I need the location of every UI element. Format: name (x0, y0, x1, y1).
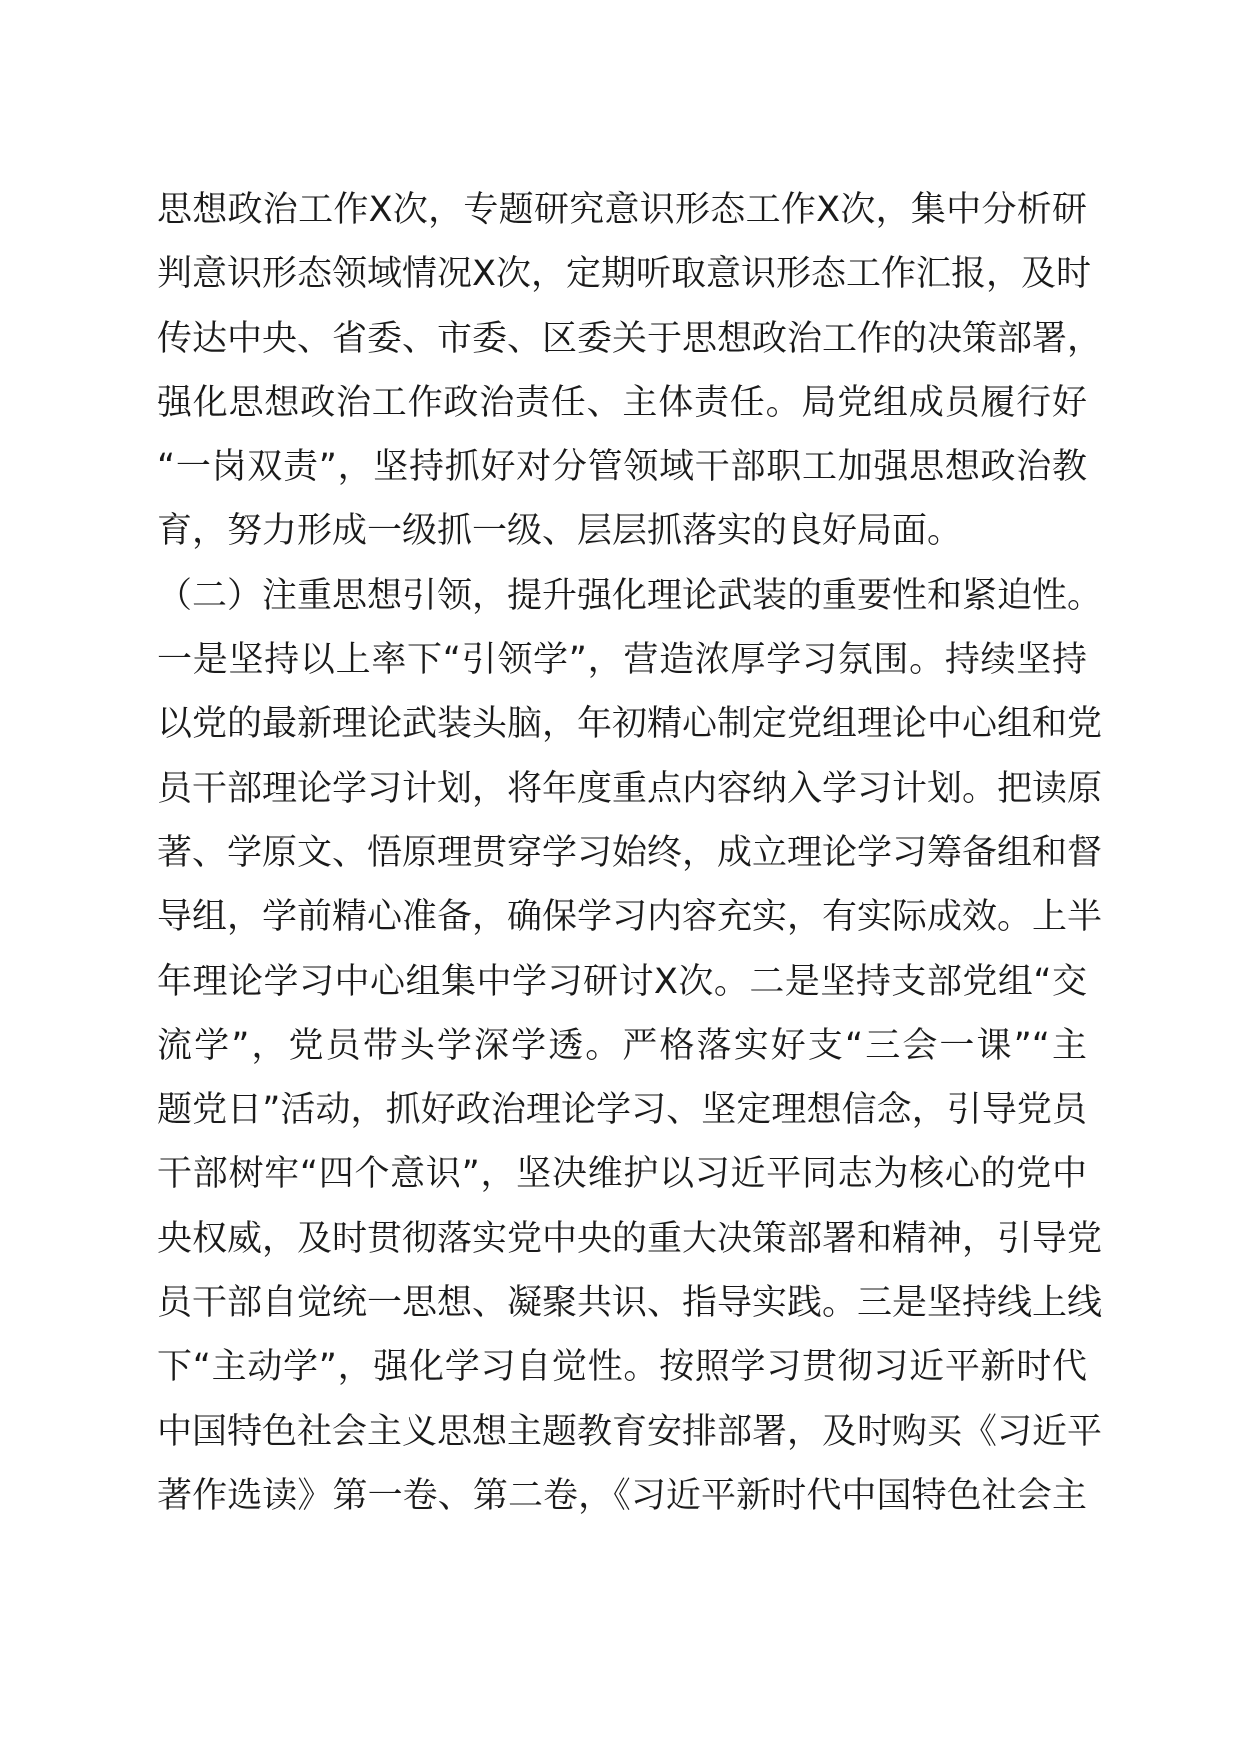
text-line: 下“主动学”，强化学习自觉性。按照学习贯彻习近平新时代 (157, 1347, 1087, 1388)
text-line: 题党日”活动，抓好政治理论学习、坚定理想信念，引导党员 (157, 1090, 1087, 1131)
body-text (157, 178, 1103, 1528)
text-line: 年理论学习中心组集中学习研讨X次。二是坚持支部党组“交 (157, 961, 1087, 1002)
text-line: 育，努力形成一级抓一级、层层抓落实的良好局面。 (157, 511, 963, 552)
text-line: 强化思想政治工作政治责任、主体责任。局党组成员履行好 (157, 382, 1087, 423)
text-line: 判意识形态领域情况X次，定期听取意识形态工作汇报，及时 (157, 254, 1091, 295)
text-line: 流学”，党员带头学深学透。严格落实好支“三会一课”“主 (157, 1025, 1087, 1066)
text-line: 著作选读》第一卷、第二卷，《习近平新时代中国特色社会主 (157, 1475, 1087, 1516)
text-line: 中国特色社会主义思想主题教育安排部署，及时购买《习近平 (157, 1411, 1103, 1452)
text-line: 一是坚持以上率下“引领学”，营造浓厚学习氛围。持续坚持 (157, 640, 1087, 681)
text-line: 以党的最新理论武装头脑，年初精心制定党组理论中心组和党 (157, 704, 1103, 745)
text-line: 著、学原文、悟原理贯穿学习始终，成立理论学习筹备组和督 (157, 832, 1103, 873)
text-line: 导组，学前精心准备，确保学习内容充实，有实际成效。上半 (157, 897, 1103, 938)
text-line: 干部树牢“四个意识”，坚决维护以习近平同志为核心的党中 (157, 1154, 1087, 1195)
text-line: 员干部自觉统一思想、凝聚共识、指导实践。三是坚持线上线 (157, 1283, 1103, 1324)
text-line: 央权威，及时贯彻落实党中央的重大决策部署和精神，引导党 (157, 1218, 1103, 1259)
text-line: 传达中央、省委、市委、区委关于思想政治工作的决策部署， (157, 318, 1103, 359)
text-line: “一岗双责”，坚持抓好对分管领域干部职工加强思想政治教 (157, 447, 1087, 488)
text-line: 员干部理论学习计划，将年度重点内容纳入学习计划。把读原 (157, 768, 1103, 809)
section-heading: （二）注重思想引领，提升强化理论武装的重要性和紧迫性。 (157, 575, 1103, 616)
text-line: 思想政治工作X次，专题研究意识形态工作X次，集中分析研 (157, 190, 1087, 230)
